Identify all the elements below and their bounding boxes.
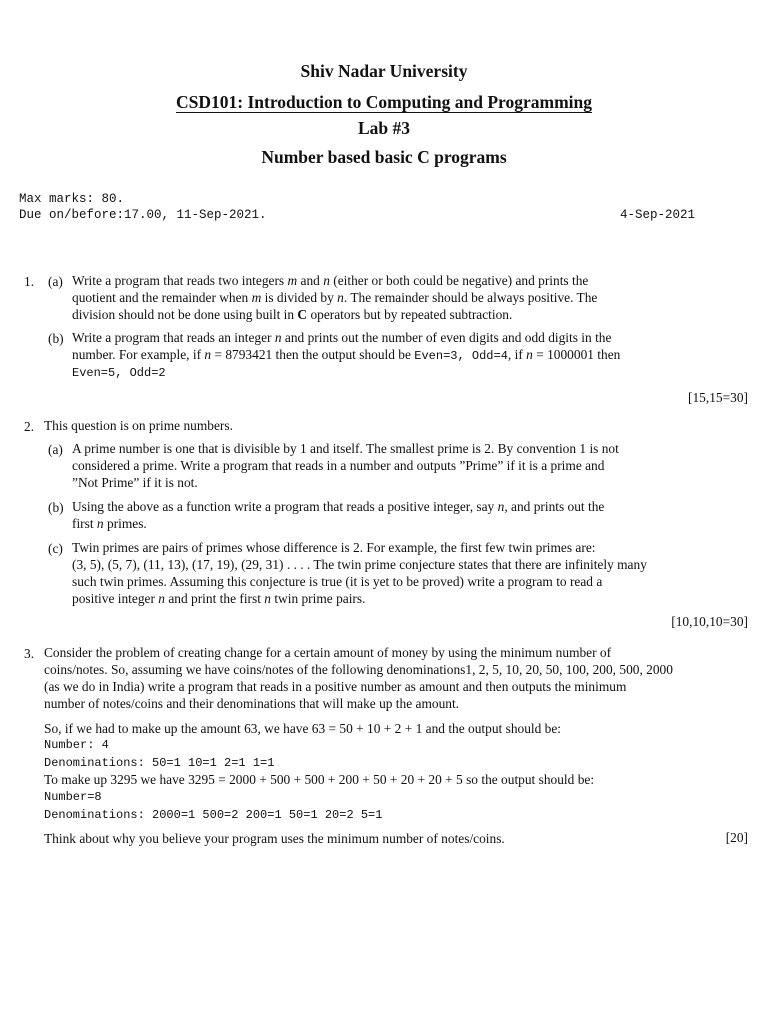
q1b-text bbox=[72, 329, 697, 382]
q3-output2-denominations: Denominations: 2000=1 500=2 200=1 50=1 20=2 5=1 bbox=[44, 808, 383, 822]
q1-marks: [15,15=30] bbox=[688, 390, 748, 405]
q3-line: coins/notes. So, assuming we have coins/notes of the following denominations1, 2, 5, 10, 20, 50, 100, 200, 500, 2000 bbox=[44, 662, 673, 677]
q1a-text bbox=[72, 272, 697, 323]
q2c-line: such twin primes. Assuming this conjecture is true (it is yet to be proved) write a program to read a bbox=[72, 574, 603, 589]
q1-number: 1. bbox=[24, 274, 35, 289]
q3-line: Consider the problem of creating change for a certain amount of money by using the minimum number of bbox=[44, 645, 612, 660]
q1a-label: (a) bbox=[48, 274, 63, 289]
q2c-line: (3, 5), (5, 7), (11, 13), (17, 19), (29, 31) . . . . The twin prime conjecture states that there are infinitely many bbox=[72, 557, 647, 572]
course-title: CSD101: Introduction to Computing and Programming bbox=[176, 92, 592, 112]
q3-example2: To make up 3295 we have 3295 = 2000 + 500 + 500 + 200 + 50 + 20 + 20 + 5 so the output should be: bbox=[44, 772, 595, 787]
q1a-line: quotient and the remainder when m is divided by n. The remainder should be always positive. The bbox=[72, 290, 598, 305]
lab-topic: Number based basic C programs bbox=[261, 147, 507, 167]
q2a-label: (a) bbox=[48, 442, 63, 457]
lab-number: Lab #3 bbox=[357, 118, 411, 138]
university-name: Shiv Nadar University bbox=[300, 61, 468, 81]
q3-line: number of notes/coins and their denominations that will make up the amount. bbox=[44, 696, 460, 711]
q3-text bbox=[44, 644, 749, 712]
q3-output1-number: Number: 4 bbox=[44, 738, 109, 752]
q2-intro: This question is on prime numbers. bbox=[44, 418, 233, 433]
q2a-line: considered a prime. Write a program that reads in a number and outputs ”Prime” if it is a prime and bbox=[72, 458, 605, 473]
q2-marks: [10,10,10=30] bbox=[671, 614, 748, 629]
q1b-line: number. For example, if n = 8793421 then the output should be Even=3, Odd=4, if n = 1000001 then bbox=[72, 347, 621, 363]
q2c-line: Twin primes are pairs of primes whose difference is 2. For example, the first few twin primes are: bbox=[72, 540, 596, 555]
q1b-line: Even=5, Odd=2 bbox=[72, 366, 166, 380]
q2b-label: (b) bbox=[48, 500, 64, 515]
max-marks: Max marks: 80. bbox=[19, 192, 125, 206]
q2a-line: A prime number is one that is divisible by 1 and itself. The smallest prime is 2. By convention 1 is not bbox=[72, 441, 619, 456]
q3-number: 3. bbox=[24, 646, 35, 661]
q1b-label: (b) bbox=[48, 331, 64, 346]
q1b-line: Write a program that reads an integer n and prints out the number of even digits and odd digits in the bbox=[72, 330, 612, 345]
q2-number: 2. bbox=[24, 419, 35, 434]
q2c-line: positive integer n and print the first n twin prime pairs. bbox=[72, 591, 366, 606]
q3-example1: So, if we had to make up the amount 63, we have 63 = 50 + 10 + 2 + 1 and the output should be: bbox=[44, 721, 562, 736]
q1a-line: Write a program that reads two integers m and n (either or both could be negative) and prints the bbox=[72, 273, 589, 288]
q2c-text bbox=[72, 539, 697, 607]
q2b-line: Using the above as a function write a program that reads a positive integer, say n, and prints out the bbox=[72, 499, 605, 514]
q2a-line: ”Not Prime” if it is not. bbox=[72, 475, 198, 490]
q3-closing: Think about why you believe your program uses the minimum number of notes/coins. bbox=[44, 831, 505, 846]
q2b-text bbox=[72, 498, 697, 532]
q3-marks: [20] bbox=[725, 830, 748, 845]
q3-output2-number: Number=8 bbox=[44, 790, 102, 804]
issue-date: 4-Sep-2021 bbox=[619, 208, 695, 222]
due-date: Due on/before:17.00, 11-Sep-2021. bbox=[19, 208, 267, 222]
q1a-line: division should not be done using built in C operators but by repeated subtraction. bbox=[72, 307, 513, 322]
q2a-text bbox=[72, 440, 697, 491]
course-title-wrap bbox=[0, 92, 768, 113]
q3-output1-denominations: Denominations: 50=1 10=1 2=1 1=1 bbox=[44, 756, 275, 770]
q2b-line: first n primes. bbox=[72, 516, 147, 531]
q3-line: (as we do in India) write a program that reads in a positive number as amount and then outputs the minimum bbox=[44, 679, 627, 694]
q2c-label: (c) bbox=[48, 541, 63, 556]
